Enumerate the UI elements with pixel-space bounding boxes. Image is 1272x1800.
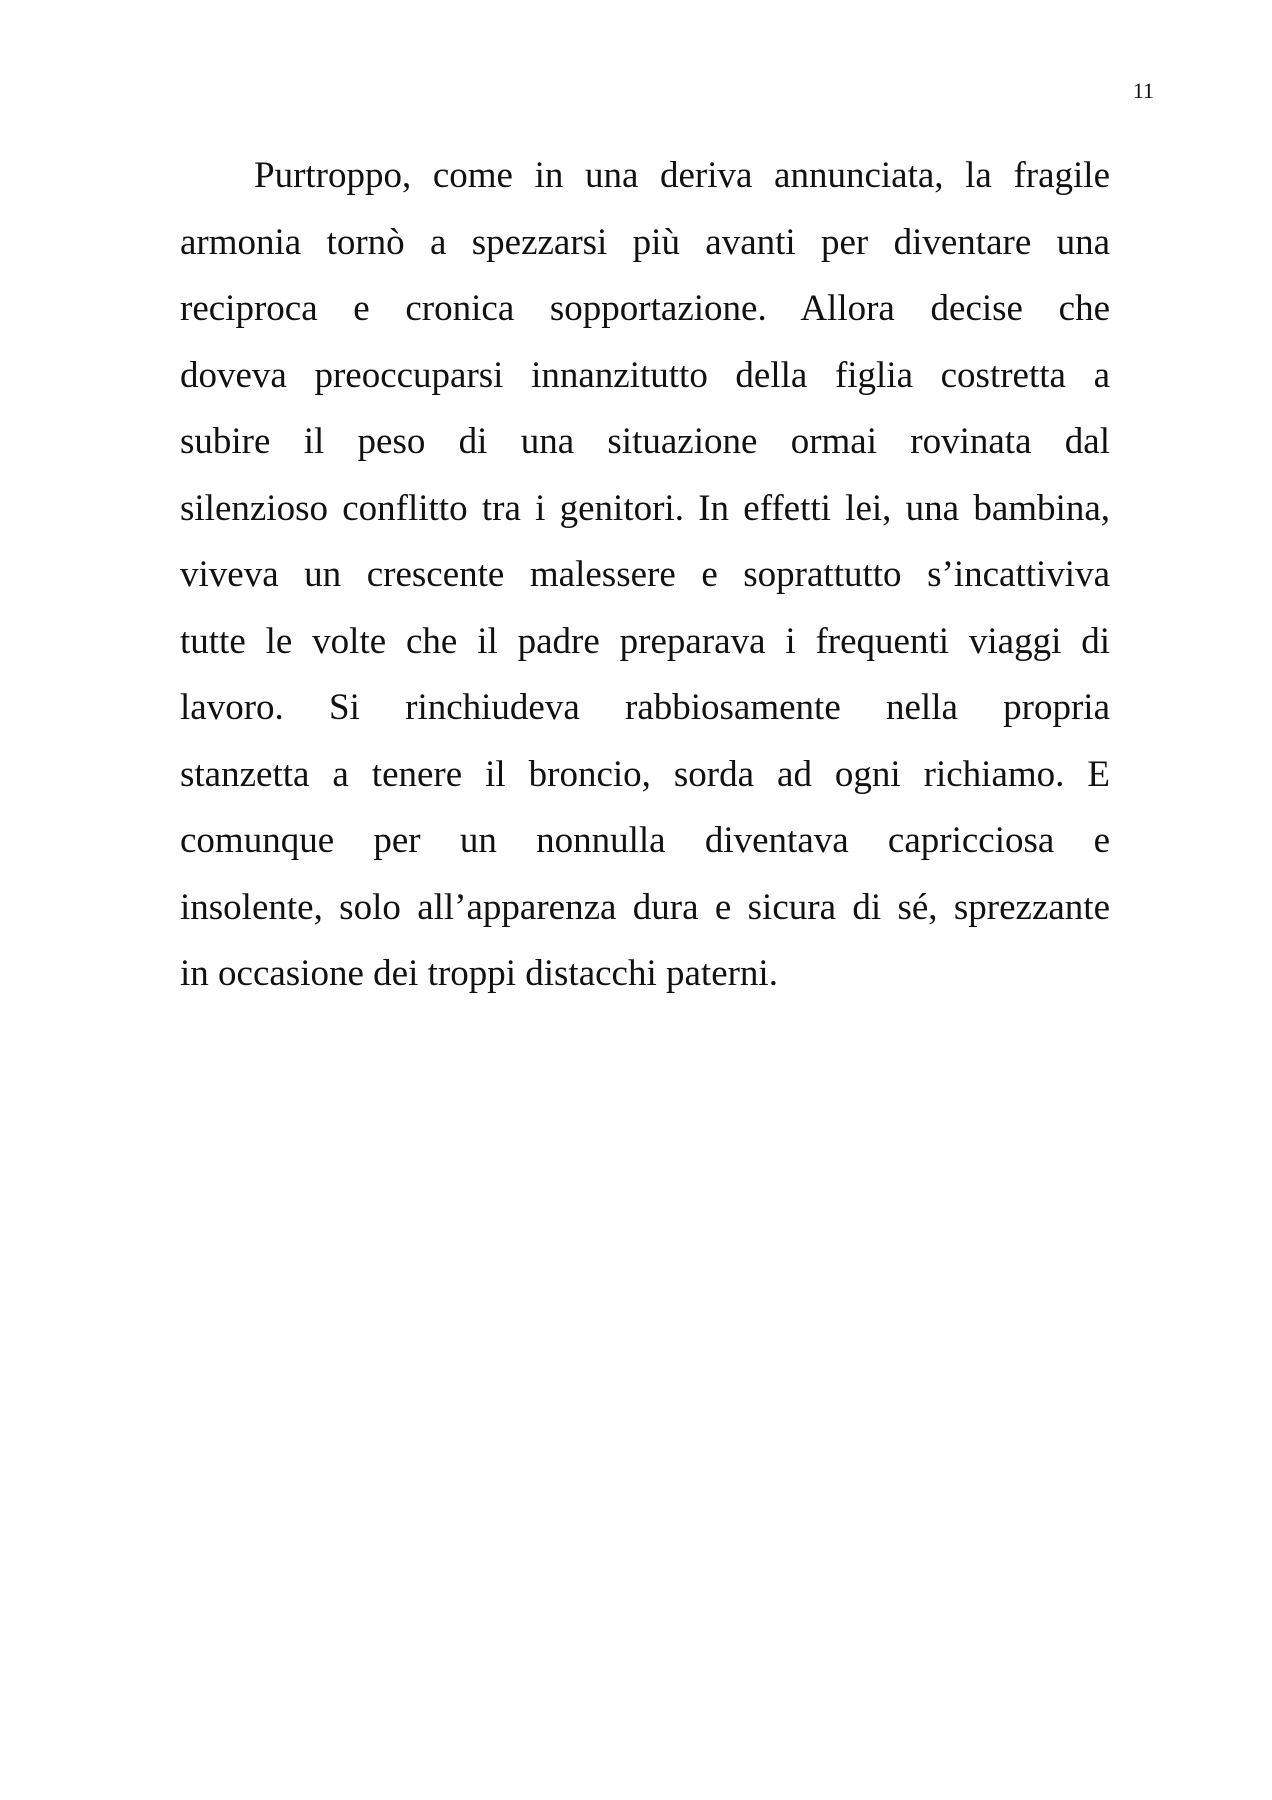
paragraph-line: silenzioso conflitto tra i genitori. In effetti lei, una bambina,: [180, 487, 1110, 529]
paragraph-line: in occasione dei troppi distacchi paterni.: [180, 953, 778, 994]
paragraph-line: insolente, solo all’apparenza dura e sicura di sé, sprezzante: [180, 886, 1110, 928]
paragraph-line: tutte le volte che il padre preparava i frequenti viaggi di: [180, 620, 1110, 662]
paragraph-line: subire il peso di una situazione ormai rovinata dal: [180, 421, 1110, 462]
paragraph-line: Purtroppo, come in una deriva annunciata, la fragile: [254, 155, 1110, 196]
paragraph-line: comunque per un nonnulla diventava capricciosa e: [180, 820, 1110, 861]
body-paragraph: [180, 152, 1110, 1017]
paragraph-line: reciproca e cronica sopportazione. Allora decise che: [180, 288, 1110, 329]
paragraph-line: doveva preoccuparsi innanzitutto della figlia costretta a: [180, 354, 1110, 396]
paragraph-line: viveva un crescente malessere e soprattutto s’incattiviva: [180, 554, 1110, 595]
paragraph-line: stanzetta a tenere il broncio, sorda ad ogni richiamo. E: [180, 753, 1110, 795]
paragraph-line: lavoro. Si rinchiudeva rabbiosamente nella propria: [180, 687, 1110, 728]
page-number: 11: [1132, 78, 1154, 103]
paragraph-line: armonia tornò a spezzarsi più avanti per diventare una: [180, 221, 1110, 263]
